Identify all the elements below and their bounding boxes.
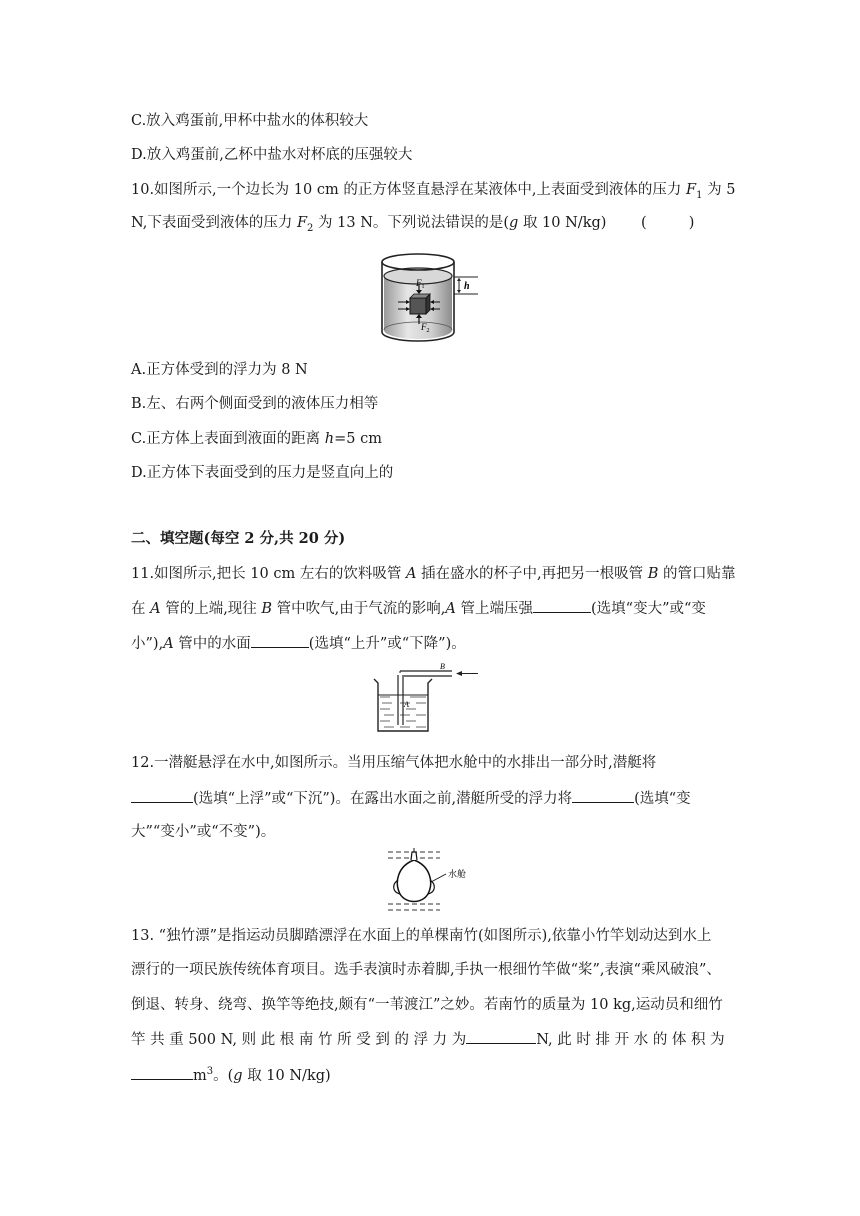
answer-blank[interactable] <box>251 633 309 648</box>
answer-blank[interactable] <box>131 788 193 803</box>
label-F1: $F_1$ <box>416 278 425 290</box>
section-heading: 二、填空题(每空 2 分,共 20 分) <box>131 530 346 547</box>
q11-straw-figure <box>370 663 482 735</box>
label-A: A <box>404 700 409 709</box>
q11-line-3: 小”),A 管中的水面 (选填“上升”或“下降”)。 <box>131 633 466 654</box>
q12-line-2: (选填“上浮”或“下沉”)。在露出水面之前,潜艇所受的浮力将 (选填“变 <box>131 788 691 809</box>
label-ballast-tank: 水舱 <box>448 870 467 880</box>
q13-line-4: 竿 共 重 500 N, 则 此 根 南 竹 所 受 到 的 浮 力 为 N, 此 时 排 开 水 的 体 积 为 <box>131 1029 725 1050</box>
q10-option-c: C.正方体上表面到液面的距离 h=5 cm <box>131 431 382 447</box>
q10-option-b: B.左、右两个侧面受到的液体压力相等 <box>131 396 379 412</box>
label-F2: $F_2$ <box>421 322 430 334</box>
q13-line-5: $m^3$。(g 取 10 N/kg) <box>131 1062 331 1086</box>
q13-line-2: 漂行的一项民族传统体育项目。选手表演时赤着脚,手执一根细竹竿做“桨”,表演“乘风破浪”、 <box>131 962 721 978</box>
answer-blank[interactable] <box>533 598 591 613</box>
q13-line-3: 倒退、转身、绕弯、换竿等绝技,颇有“一苇渡江”之妙。若南竹的质量为 10 kg,运动员和细竹 <box>131 997 723 1013</box>
answer-blank[interactable] <box>131 1065 193 1080</box>
q13-line-1: 13. “独竹漂”是指运动员脚踏漂浮在水面上的单棵南竹(如图所示),依靠小竹竿划动达到水上 <box>131 928 712 944</box>
q12-line-3: 大”“变小”或“不变”)。 <box>131 824 276 840</box>
q10-option-a: A.正方体受到的浮力为 8 N <box>131 362 308 378</box>
label-B: B <box>440 663 445 671</box>
q11-line-2: 在 A 管的上端,现往 B 管中吹气,由于气流的影响,A 管上端压强 (选填“变大”或“变 <box>131 598 706 619</box>
answer-blank[interactable] <box>572 788 634 803</box>
q10-stem-line-2: N,下表面受到液体的压力 $F_2$ 为 13 N。下列说法错误的是(g 取 10 N/kg) ( ) <box>131 215 695 234</box>
q12-line-1: 12.一潜艇悬浮在水中,如图所示。当用压缩气体把水舱中的水排出一部分时,潜艇将 <box>131 755 657 771</box>
q10-option-d: D.正方体下表面受到的压力是竖直向上的 <box>131 465 394 481</box>
answer-parenthesis: ( ) <box>641 215 695 231</box>
q12-submarine-figure <box>384 846 476 914</box>
q9-option-c: C.放入鸡蛋前,甲杯中盐水的体积较大 <box>131 113 369 129</box>
q10-cylinder-figure <box>374 252 486 344</box>
q9-option-d: D.放入鸡蛋前,乙杯中盐水对杯底的压强较大 <box>131 147 413 163</box>
answer-blank[interactable] <box>466 1029 536 1044</box>
label-h: h <box>464 281 470 292</box>
q11-line-1: 11.如图所示,把长 10 cm 左右的饮料吸管 A 插在盛水的杯子中,再把另一根吸管 B 的管口贴靠 <box>131 566 736 582</box>
q10-stem-line-1: 10.如图所示,一个边长为 10 cm 的正方体竖直悬浮在某液体中,上表面受到液体的压力 $F_1$ 为 5 <box>131 182 736 201</box>
